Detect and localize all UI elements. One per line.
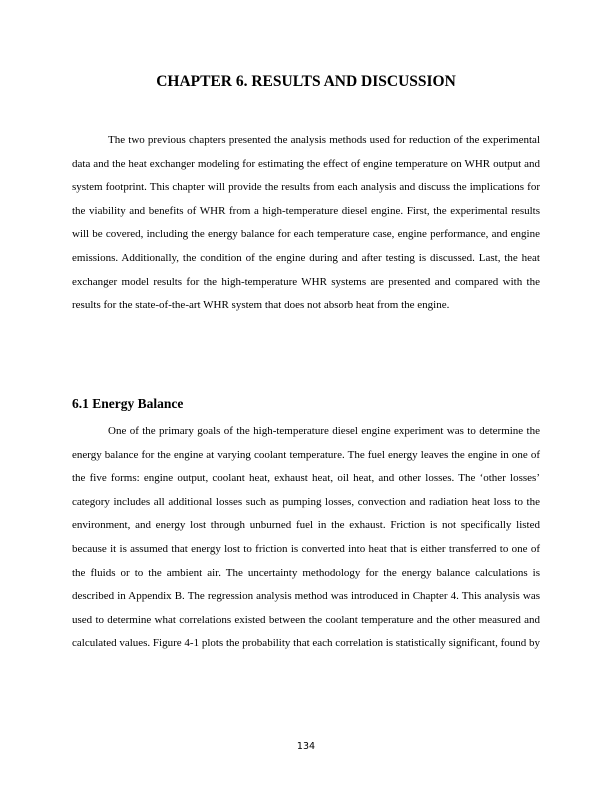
- chapter-title: CHAPTER 6. RESULTS AND DISCUSSION: [156, 73, 456, 90]
- intro-paragraph: The two previous chapters presented the analysis methods used for reduction of the experimental data and the heat exchanger modeling for estimating the effect of engine temperature on WHR output and system footprint. This chapter will provide the results from each analysis and discuss the implications for the viability and benefits of WHR from a high-temperature diesel engine. First, the experimental results will be covered, including the energy balance for each temperature case, engine performance, and engine emissions. Additionally, the condition of the engine during and after testing is discussed. Last, the heat exchanger model results for the high-temperature WHR systems are presented and compared with the results for the state-of-the-art WHR system that does not absorb heat from the engine.: [72, 134, 540, 312]
- section-heading: 6.1 Energy Balance: [72, 396, 184, 411]
- page-number: 134: [296, 741, 316, 752]
- section-paragraph: One of the primary goals of the high-temperature diesel engine experiment was to determine the energy balance for the engine at varying coolant temperature. The fuel energy leaves the engine in one of the five forms: engine output, coolant heat, exhaust heat, oil heat, and other losses. The ‘other losses’ category includes all additional losses such as pumping losses, convection and radiation heat loss to the environment, and energy lost through unburned fuel in the exhaust. Friction is not specifically listed because it is assumed that energy lost to friction is converted into heat that is either transferred to one of the fluids or to the ambient air. The uncertainty methodology for the energy balance calculations is described in Appendix B. The regression analysis method was introduced in Chapter 4. This analysis was used to determine what correlations existed between the coolant temperature and the other measured and calculated values. Figure 4-1 plots the probability that each correlation is statistically significant, found by: [72, 425, 540, 650]
